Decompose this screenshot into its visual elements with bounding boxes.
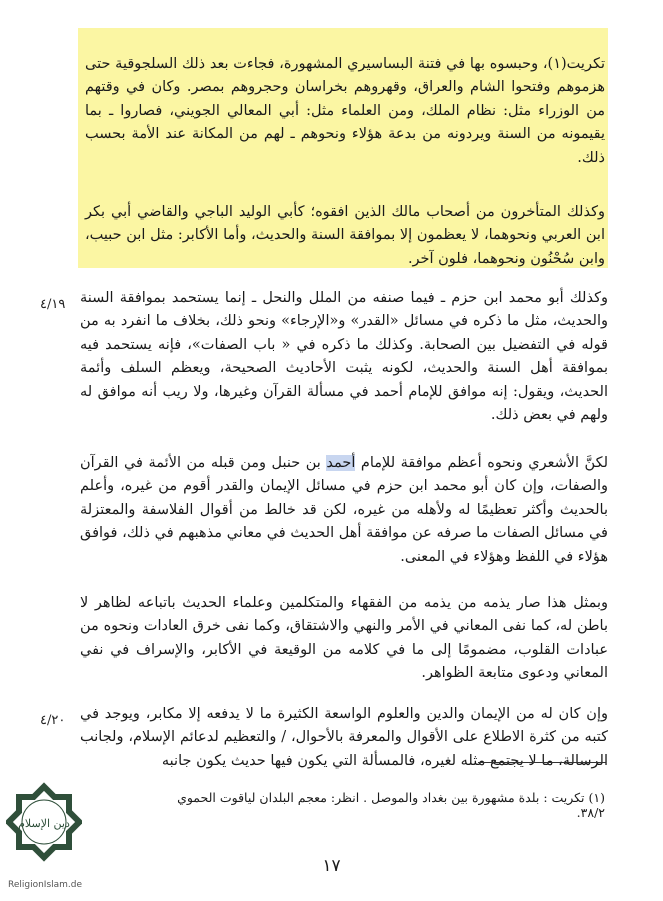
body-paragraph-2-rest: بن حنبل ومن قبله من الأئمة في القرآن والصفات، وإن كان أبو محمد ابن حزم في مسائل الإيمان والقدر أقوم من غيره، وأعلم بالحديث وأكثر تعظيمًا له ولأهله من غيره، لكن قد خالط من أقوال الفلاسفة والمعتزلة في مسائل الصفات ما صرفه عن موافقة أهل الحديث في معاني مذهبهم في ذلك، فوافق هؤلاء في اللفظ وهؤلاء في المعنى. <box>80 454 608 565</box>
website-credit: ReligionIslam.de <box>8 880 83 890</box>
watermark-logo-icon <box>6 778 82 870</box>
highlighted-paragraph-1: تكريت(١)، وحبسوه بها في فتنة البساسيري المشهورة، فجاءت بعد ذلك السلجوقية حتى هزموهم وفتحوا الشام والعراق، وقهروهم بخراسان وحجروهم بمصر. وكان في وقتهم من الوزراء مثل: نظام الملك، ومن العلماء مثل: أبي المعالي الجويني، فصاروا ـ بما يقيمونه من السنة ويردونه من بدعة هؤلاء ونحوهم ـ لهم من المكانة عند الأمة بحسب ذلك. <box>85 55 605 166</box>
body-paragraph-2-start: لكنَّ الأشعري ونحوه أعظم موافقة للإمام <box>355 454 608 471</box>
watermark-logo-text: دين الإسلام <box>18 817 70 830</box>
selected-word: أحمد <box>326 454 356 471</box>
body-paragraph-3: وبمثل هذا صار يذمه من يذمه من الفقهاء والمتكلمين وعلماء الحديث باتباعه لظاهر لا باطن له، كما نفى المعاني في الأمر والنهي والاشتقاق، وكما نفى خرق العادات ونحوه من عبادات القلوب، مضمومًا إلى ما في كلامه من الوقيعة في الأكابر، والإسراف في نفي المعاني ودعوى متابعة الظواهر. <box>80 594 608 681</box>
page-number: ١٧ <box>322 856 341 876</box>
body-paragraph-4: وإن كان له من الإيمان والدين والعلوم الواسعة الكثيرة ما لا يدفعه إلا مكابر، ويوجد في كتبه من كثرة الاطلاع على الأقوال والمعرفة بالأحوال، / والتعظيم لدعائم الإسلام، ولجانب الرسالة، ما لا يجتمع مثله لغيره، فالمسألة التي يكون فيها حديث يكون جانبه <box>80 705 608 769</box>
highlighted-paragraph-2: وكذلك المتأخرون من أصحاب مالك الذين افقوه؛ كأبي الوليد الباجي والقاضي أبي بكر ابن العربي ونحوهما، لا يعظمون إلا بموافقة السنة والحديث، وأما الأكابر: مثل ابن حبيب، وابن سُحْنُون ونحوهما، فلون آخر. <box>85 203 605 267</box>
body-paragraph-1: وكذلك أبو محمد ابن حزم ـ فيما صنفه من الملل والنحل ـ إنما يستحمد بموافقة السنة والحديث، مثل ما ذكره في مسائل «القدر» و«الإرجاء» ونحو ذلك، بخلاف ما انفرد به من قوله في التفضيل بين الصحابة. وكذلك ما ذكره في « باب الصفات»، فإنه يستحمد فيه بموافقة أهل السنة والحديث، لكونه يثبت الأحاديث الصحيحة، ويعظم السلف وأئمة الحديث، ويقول: إنه موافق للإمام أحمد في مسألة القرآن وغيرها، ولا ريب أنه موافق له ولهم في بعض ذلك. <box>80 289 608 423</box>
margin-reference-2: ٤/٢٠ <box>40 713 66 728</box>
margin-reference-1: ٤/١٩ <box>40 297 66 312</box>
body-paragraph-2 <box>80 452 608 570</box>
footnote: (١) تكريت : بلدة مشهورة بين بغداد والموصل . انظر: معجم البلدان لياقوت الحموي ٣٨/٢. <box>177 790 605 820</box>
footnote-separator <box>478 762 606 763</box>
